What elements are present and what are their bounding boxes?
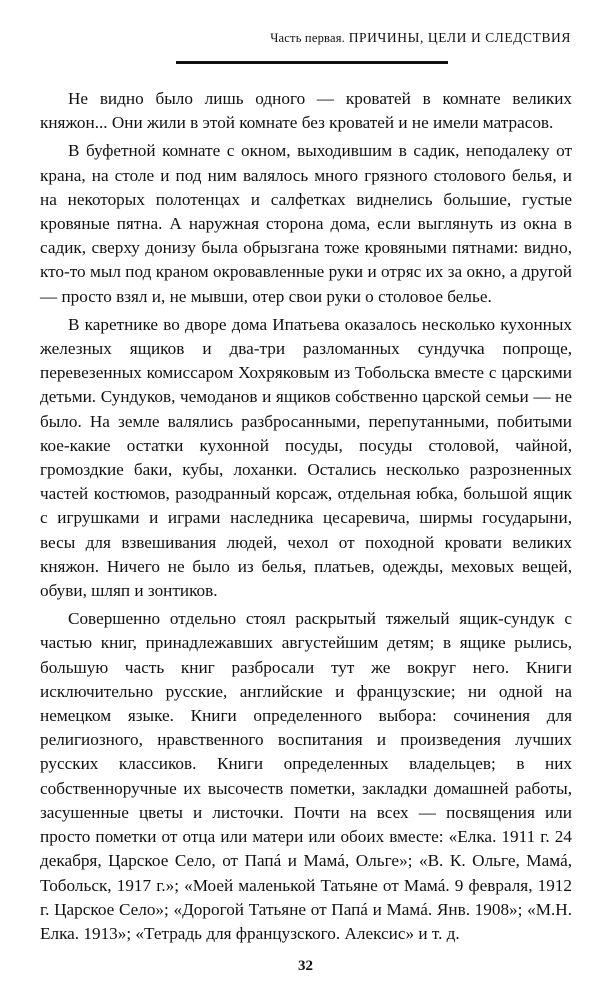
paragraph: Совершенно отдельно стоял раскрытый тяжелый ящик-сундук с частью книг, принадлежавших августейшим детям; в ящике рылись, большую часть книг разбросали тут же вокруг него. Книги исключительно русские, английские и французские; ни одной на немецком языке. Книги определенного выбора: сочинения для религиозного, нравственного воспитания и произведения лучших русских классиков. Книги определенных владельцев; в них собственноручные их высочеств пометки, закладки домашней работы, засушенные цветы и листочки. Почти на всех — посвящения или просто пометки от отца или матери или обоих вместе: «Елка. 1911 г. 24 декабря, Царское Село, от Папá и Мамá, Ольге»; «В. К. Ольге, Мамá, Тобольск, 1917 г.»; «Моей маленькой Татьяне от Мамá. 9 февраля, 1912 г. Царское Село»; «Дорогой Татьяне от Папá и Мамá. Янв. 1908»; «М.Н. Елка. 1913»; «Тетрадь для французского. Алексис» и т. д. — [40, 609, 572, 943]
chapter-title: ПРИЧИНЫ, ЦЕЛИ И СЛЕДСТВИЯ — [348, 30, 571, 45]
paragraph: В каретнике во дворе дома Ипатьева оказалось несколько кухонных железных ящиков и два-три разломанных сундучка попроще, перевезенных комиссаром Хохряковым из Тобольска вместе с царскими детьми. Сундуков, чемоданов и ящиков собственно царской семьи — не было. На земле валялись разбросанными, перепутанными, побитыми кое-какие остатки кухонной посуды, посуды столовой, чайной, громоздкие баки, кубы, лоханки. Остались несколько разрозненных частей костюмов, разодранный корсаж, отдельная юбка, большой ящик с игрушками и играми наследника цесаревича, ширмы государыни, весы для взвешивания людей, чехол от походной кровати великих княжон. Ничего не было из белья, платьев, одежды, меховых вещей, обуви, шляп и зонтиков. — [40, 314, 572, 601]
page-number: 32 — [298, 958, 313, 974]
paragraph: Не видно было лишь одного — кроватей в комнате великих княжон... Они жили в этой комнате без кроватей и не имели матрасов. — [40, 89, 572, 133]
running-header — [40, 30, 571, 47]
header-rule — [176, 61, 448, 64]
part-label: Часть первая. — [270, 31, 345, 45]
paragraph: В буфетной комнате с окном, выходившим в садик, неподалеку от крана, на столе и под ним валялось много грязного столового белья, и на некоторых полотенцах и салфетках виднелись большие, густые кровяные пятна. А наружная сторона дома, если выглянуть из окна в садик, сверху донизу была обрызгана тоже кровяными пятнами: видно, кто-то мыл под краном окровавленные руки и отряс их за окно, а другой — просто взял и, не мывши, отер свои руки о столовое белье. — [40, 141, 572, 306]
body-text — [40, 87, 572, 950]
